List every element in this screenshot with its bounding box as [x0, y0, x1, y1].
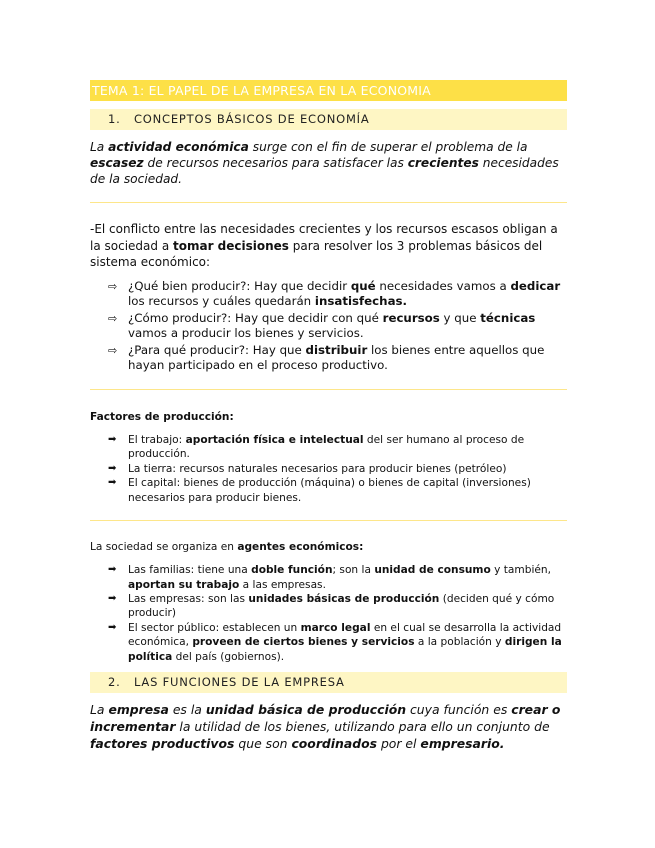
arrow-bullet-icon: ➡	[108, 462, 117, 474]
text-run: los recursos y cuáles quedarán	[128, 294, 315, 309]
text-run: que son	[234, 735, 292, 751]
arrow-bullet-icon: ⇨	[108, 279, 118, 293]
text-run: cuya función es	[406, 701, 512, 717]
text-run: por el	[377, 735, 421, 751]
text-run: La sociedad se organiza en	[90, 541, 238, 554]
bold-text: crear o incrementar	[90, 701, 561, 734]
bold-text: escasez	[90, 156, 144, 170]
list-item	[90, 311, 567, 342]
list-item	[90, 279, 567, 310]
section-2-heading	[90, 672, 567, 693]
list-item	[90, 462, 567, 476]
text-run: del país (gobiernos).	[172, 650, 285, 663]
bold-text: dirigen la política	[128, 636, 562, 663]
bold-text: proveen de ciertos bienes y servicios	[192, 636, 415, 649]
intro-paragraph-1	[90, 139, 567, 187]
text-run: ; son la	[332, 564, 375, 577]
bold-text: distribuir	[305, 342, 368, 357]
text-run: La	[90, 140, 109, 154]
intro-paragraph-2	[90, 701, 567, 752]
bold-text: insatisfechas.	[314, 294, 408, 309]
bold-text: dedicar	[510, 278, 561, 293]
list-item	[90, 592, 567, 621]
text-run: Las empresas: son las	[128, 592, 249, 605]
text-run: y también,	[490, 564, 552, 577]
text-run: necesidades de la sociedad.	[90, 156, 559, 186]
text-run: vamos a producir los bienes y servicios.	[128, 326, 364, 341]
bold-text: marco legal	[300, 621, 371, 634]
divider-3	[90, 520, 567, 521]
factors-title: Factores de producción:	[90, 411, 234, 424]
bold-text: crecientes	[407, 156, 479, 170]
text-run: ¿Qué bien producir?: Hay que decidir	[128, 278, 351, 293]
divider-1	[90, 202, 567, 203]
text-run: es la	[168, 701, 206, 717]
bold-text: unidades básicas de producción	[248, 592, 440, 605]
text-run: El sector público: establecen un	[128, 621, 301, 634]
list-item	[90, 433, 567, 462]
section-1-heading	[90, 109, 567, 130]
section-1-title: CONCEPTOS BÁSICOS DE ECONOMÍA	[133, 112, 370, 126]
bold-text: tomar decisiones	[172, 238, 289, 253]
bold-text: qué	[350, 278, 376, 293]
divider-2	[90, 389, 567, 390]
bold-text: coordinados	[291, 735, 377, 751]
text-run: en el cual se desarrolla la actividad económica,	[128, 621, 562, 649]
bold-text: unidad de consumo	[374, 564, 491, 577]
topic-title: TEMA 1: EL PAPEL DE LA EMPRESA EN LA ECONOMIA	[90, 80, 567, 101]
text-run: a la población y	[414, 636, 505, 649]
text-run: (deciden qué y cómo producir)	[128, 592, 555, 620]
conflict-paragraph	[90, 221, 567, 271]
text-run: necesidades vamos a	[375, 278, 511, 293]
text-run: surge con el fin de superar el problema de la	[248, 140, 528, 154]
bold-text: doble función	[251, 564, 333, 577]
text-run: para resolver los 3 problemas básicos del sistema económico:	[90, 238, 543, 269]
arrow-bullet-icon: ⇨	[108, 343, 118, 357]
bold-text: empresa	[108, 701, 169, 717]
bold-text: aportan su trabajo	[128, 578, 240, 591]
bold-text: recursos	[382, 310, 440, 325]
text-run: -El conflicto entre las necesidades crecientes y los recursos escasos obligan a la sociedad a	[90, 222, 558, 253]
bold-text: actividad económica	[108, 140, 249, 154]
text-run: a las empresas.	[239, 578, 326, 591]
arrow-bullet-icon: ➡	[108, 434, 117, 446]
bold-text: agentes económicos:	[237, 541, 364, 554]
text-run: ¿Para qué producir?: Hay que	[128, 342, 306, 357]
text-run: ¿Cómo producir?: Hay que decidir con qué	[128, 310, 383, 325]
bold-text: empresario.	[420, 735, 505, 751]
section-2-title: LAS FUNCIONES DE LA EMPRESA	[133, 674, 345, 689]
bold-text: técnicas	[480, 310, 536, 325]
text-run: La tierra: recursos naturales necesarios para producir bienes (petróleo)	[128, 462, 507, 475]
text-run: y que	[439, 310, 481, 325]
list-item	[90, 563, 567, 592]
agents-intro	[90, 541, 567, 553]
document-page	[90, 80, 567, 752]
text-run: de recursos necesarios para satisfacer las	[143, 156, 408, 170]
arrow-bullet-icon: ➡	[108, 592, 117, 604]
text-run: la utilidad de los bienes, utilizando para ello un conjunto de	[175, 718, 550, 734]
list-item	[90, 476, 567, 505]
section-2-number: 2.	[108, 674, 121, 689]
section-1-number: 1.	[108, 112, 121, 126]
agents-list	[90, 563, 567, 664]
bold-text: factores productivos	[90, 735, 235, 751]
text-run: La	[90, 701, 109, 717]
text-run: El capital: bienes de producción (máquina) o bienes de capital (inversiones) necesarios para producir bienes.	[128, 477, 531, 504]
arrow-bullet-icon: ⇨	[108, 311, 118, 325]
text-run: El trabajo:	[128, 434, 186, 447]
arrow-bullet-icon: ➡	[108, 477, 117, 489]
bold-text: aportación física e intelectual	[185, 434, 364, 447]
arrow-bullet-icon: ➡	[108, 564, 117, 576]
factors-list	[90, 433, 567, 505]
text-run: del ser humano al proceso de producción.	[128, 434, 525, 461]
list-item	[90, 343, 567, 374]
bold-text: unidad básica de producción	[205, 701, 407, 717]
text-run: Las familias: tiene una	[128, 564, 252, 577]
list-item	[90, 621, 567, 664]
questions-list	[90, 279, 567, 375]
text-run: los bienes entre aquellos que hayan participado en el proceso productivo.	[128, 342, 545, 373]
arrow-bullet-icon: ➡	[108, 621, 117, 633]
